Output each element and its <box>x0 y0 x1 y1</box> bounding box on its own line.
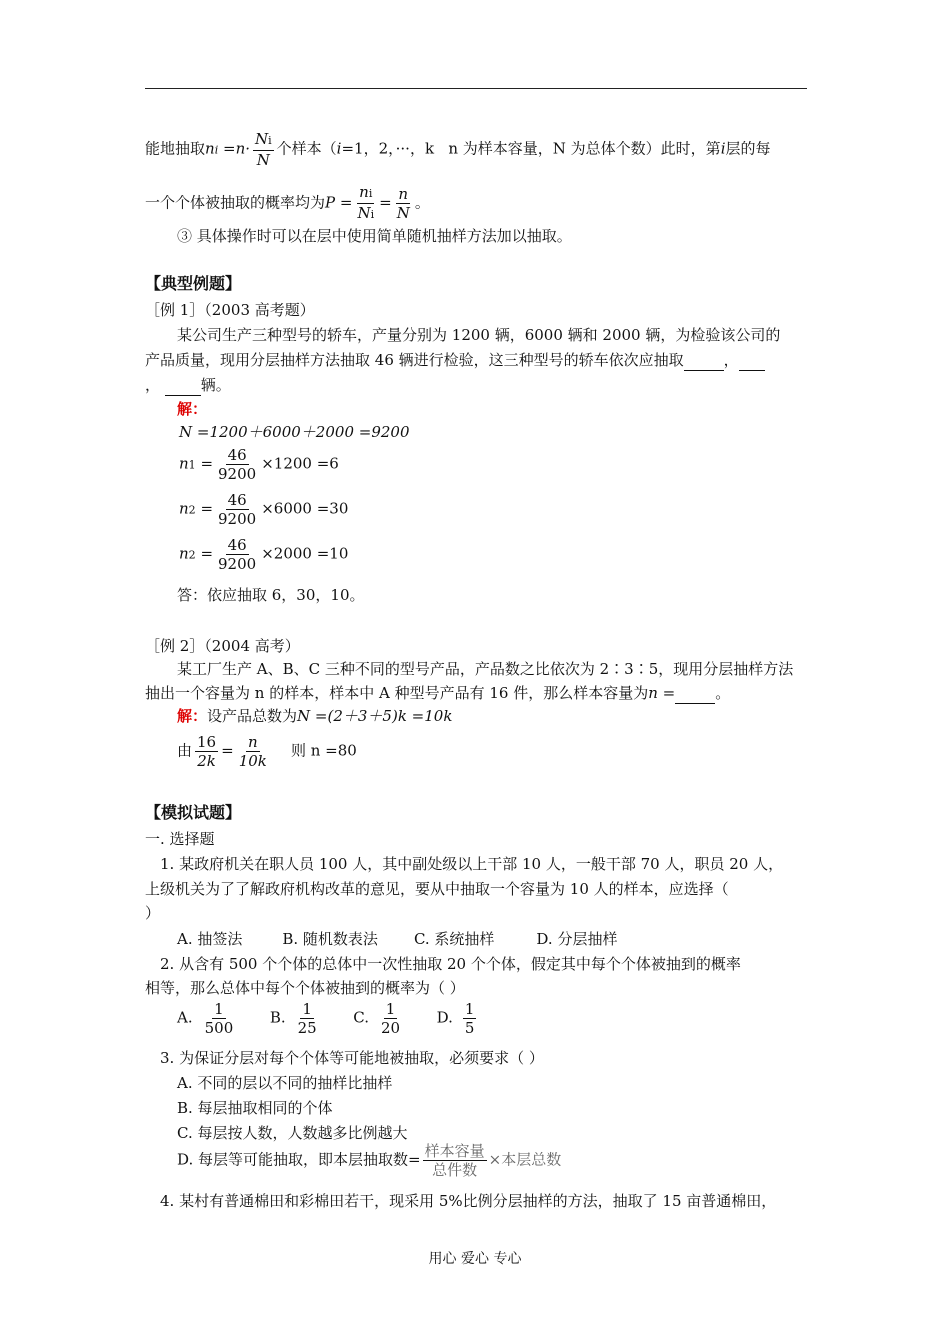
page-footer: 用心 爱心 专心 <box>428 1251 522 1267</box>
example-2-equation: 由 $\frac{16}{2k}$ = $\frac{n}{10k}$ 则 n =80 <box>177 733 357 770</box>
q4-line-1: 4. 某村有普通棉田和彩棉田若干，现采用 5%比例分层抽样的方法，抽取了 15 亩普通棉田， <box>160 1192 777 1210</box>
q2-line-2: 相等，那么总体中每个个体被抽到的概率为（ ） <box>145 979 465 997</box>
q2-line-1: 2. 从含有 500 个个体的总体中一次性抽取 20 个个体，假定其中每个个体被抽到的概率 <box>160 955 741 973</box>
q3-option-c: C. 每层按人数，人数越多比例越大 <box>177 1124 408 1142</box>
q2-options: A. $\frac{1}{500}$ B. $\frac{1}{25}$ C. $\frac{1}{20}$ D. $\frac{1}{5}$ <box>177 1000 475 1037</box>
intro-line-2: 一个个体被抽取的概率均为P = $\frac{ni}{Ni}$ = $\frac{n}{N}$ 。 <box>145 183 430 222</box>
example-1-line-3: ， 辆。 <box>145 376 231 394</box>
q1-options: A. 抽签法 B. 随机数表法 C. 系统抽样 D. 分层抽样 <box>177 930 618 948</box>
example-2-solution: 解：设产品总数为N =(2＋3＋5)k =10k <box>177 707 453 725</box>
example-1-answer: 答：依应抽取 6，30，10。 <box>177 586 365 604</box>
header-rule <box>145 88 807 89</box>
examples-heading: 【典型例题】 <box>145 274 242 293</box>
example-2-title: ［例 2］（2004 高考） <box>145 637 300 655</box>
q1-line-3: ） <box>145 904 161 922</box>
q3-option-b: B. 每层抽取相同的个体 <box>177 1099 333 1117</box>
q3-option-d: D. 每层等可能抽取，即本层抽取数= $\frac{\text{样本容量}}{\text{总件数}}$ ×本层总数 <box>177 1142 562 1179</box>
q1-line-2: 上级机关为了了解政府机构改革的意见，要从中抽取一个容量为 10 人的样本，应选择（ <box>145 880 729 898</box>
q3-stem: 3. 为保证分层对每个个体等可能地被抽取，必须要求（ ） <box>160 1049 544 1067</box>
mock-heading: 【模拟试题】 <box>145 803 242 822</box>
equation-n3: n2 = $\frac{46}{9200}$ ×2000 =10 <box>179 536 349 573</box>
section-choice: 一. 选择题 <box>145 830 215 848</box>
equation-n1: n1 = $\frac{46}{9200}$ ×1200 =6 <box>179 446 339 483</box>
example-2-line-1: 某工厂生产 A、B、C 三种不同的型号产品，产品数之比依次为 2∶3∶5，现用分层抽样方法 <box>177 660 794 678</box>
example-1-title: ［例 1］（2003 高考题） <box>145 301 315 319</box>
q3-option-a: A. 不同的层以不同的抽样比抽样 <box>177 1074 393 1092</box>
example-2-line-2: 抽出一个容量为 n 的样本，样本中 A 种型号产品有 16 件，那么样本容量为n = 。 <box>145 684 731 702</box>
equation-total: N =1200＋6000＋2000 =9200 <box>179 423 410 441</box>
solution-label-1: 解： <box>177 400 208 418</box>
intro-line-1: 能地抽取ni =n· $\frac{Ni}{N}$ 个样本（i=1，2，···，k n 为样本容量，N 为总体个数）此时，第i层的每 <box>145 130 771 169</box>
example-1-line-2: 产品质量，现用分层抽样方法抽取 46 辆进行检验，这三种型号的轿车依次应抽取 ， <box>145 350 765 371</box>
q1-line-1: 1. 某政府机关在职人员 100 人，其中副处级以上干部 10 人，一般干部 70 人，职员 20 人， <box>160 855 784 873</box>
equation-n2: n2 = $\frac{46}{9200}$ ×6000 =30 <box>179 491 349 528</box>
intro-line-3: ③ 具体操作时可以在层中使用简单随机抽样方法加以抽取。 <box>177 227 572 245</box>
example-1-line-1: 某公司生产三种型号的轿车，产量分别为 1200 辆，6000 辆和 2000 辆，为检验该公司的 <box>177 326 781 344</box>
